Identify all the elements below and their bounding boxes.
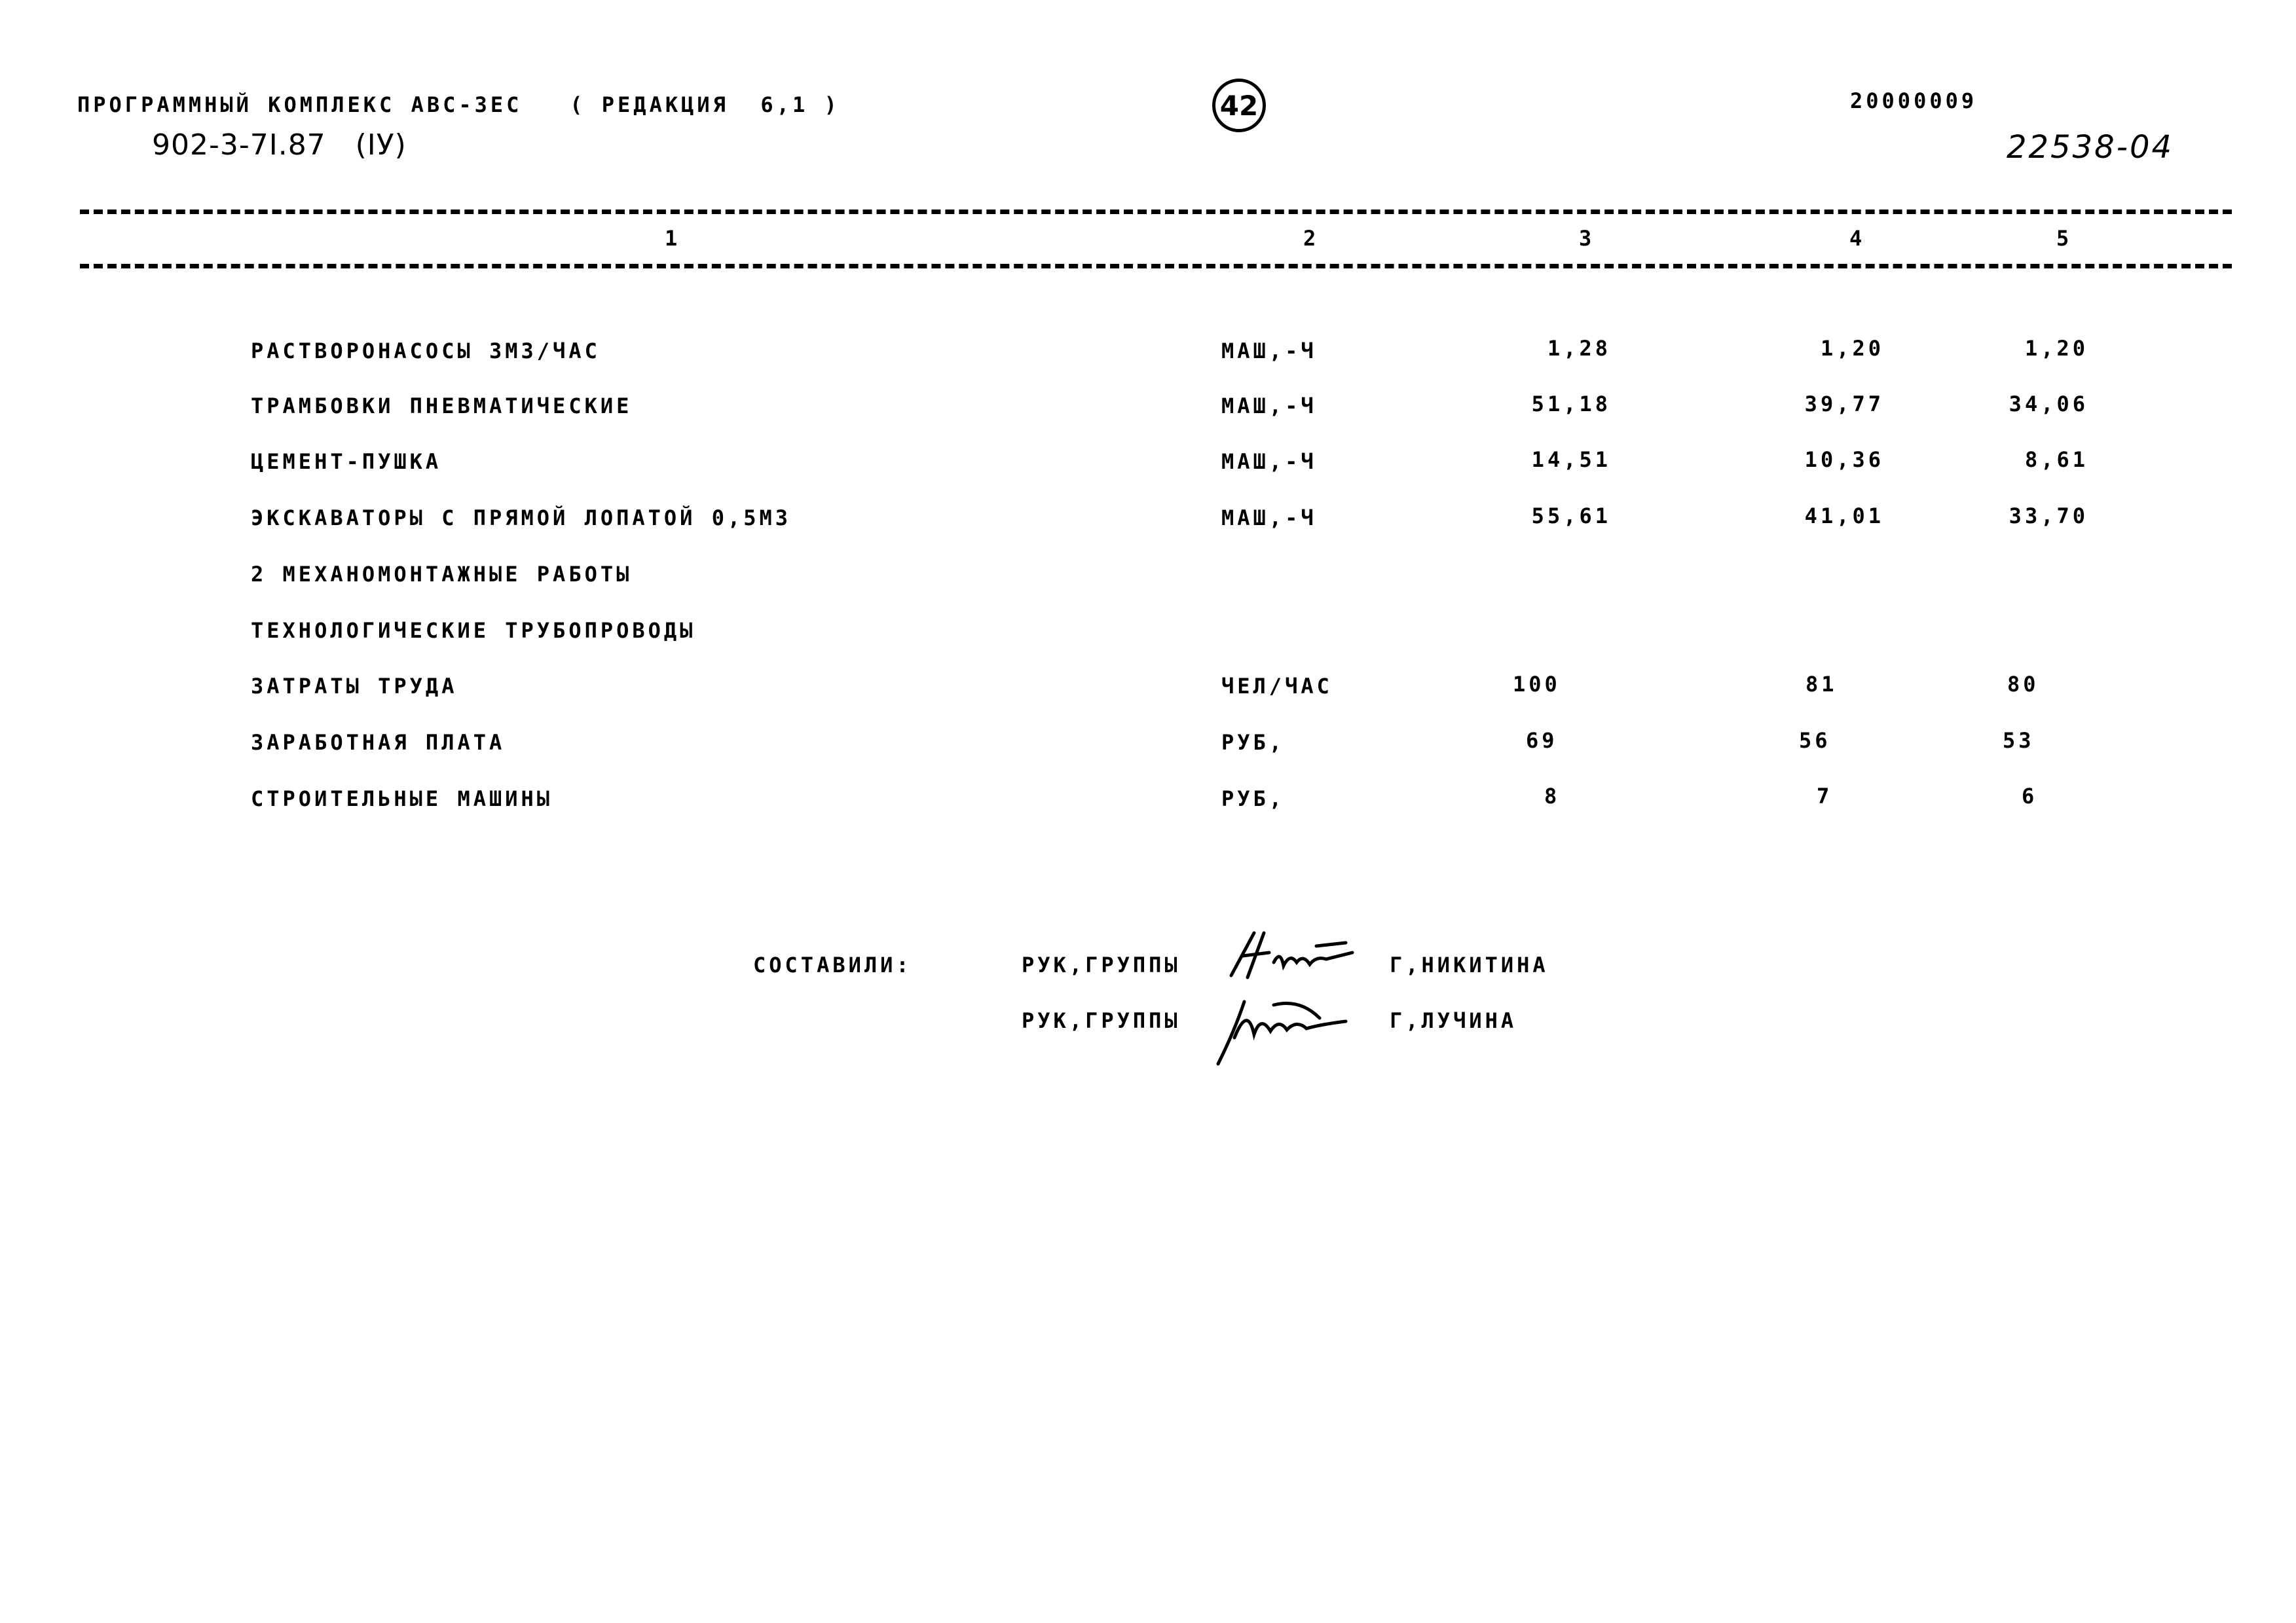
column-header-3: 3 (1579, 226, 1595, 251)
row-col4: 81 (1805, 672, 1838, 697)
program-line: ПРОГРАММНЫЙ КОМПЛЕКС АВС-ЗЕС ( РЕДАКЦИЯ 6,1 ) (77, 92, 840, 117)
row-name: 2 МЕХАНОМОНТАЖНЫЕ РАБОТЫ (251, 562, 633, 587)
row-col5: 8,61 (2024, 447, 2088, 472)
column-header-2: 2 (1303, 226, 1320, 251)
row-name: РАСТВОРОНАСОСЫ 3М3/ЧАС (251, 338, 601, 363)
row-col3: 14,51 (1531, 447, 1611, 472)
row-col4: 39,77 (1804, 392, 1884, 416)
row-col4: 10,36 (1804, 447, 1884, 472)
sheet-code: 22538-04 (2007, 129, 2174, 166)
header-rule-bottom (80, 264, 2232, 268)
row-name: ЗАРАБОТНАЯ ПЛАТА (251, 730, 506, 755)
project-code: 902-3-7I.87 (IУ) (152, 128, 407, 162)
signature-2 (1208, 979, 1359, 1070)
signer-role: РУК,ГРУППЫ (1022, 1008, 1181, 1033)
row-col3: 55,61 (1531, 503, 1611, 528)
compiled-by-label: СОСТАВИЛИ: (753, 953, 912, 977)
row-col3: 8 (1544, 784, 1561, 809)
signature-1 (1218, 926, 1362, 985)
page-number-stamp (1212, 79, 1266, 132)
row-col5: 33,70 (2009, 503, 2088, 528)
row-unit: МАШ,-Ч (1221, 338, 1317, 363)
row-col5: 1,20 (2024, 336, 2088, 361)
row-col5: 53 (2003, 728, 2035, 753)
row-col5: 80 (2007, 672, 2039, 697)
row-col4: 41,01 (1804, 503, 1884, 528)
row-col3: 100 (1513, 672, 1561, 697)
row-unit: ЧЕЛ/ЧАС (1221, 674, 1333, 699)
row-col3: 1,28 (1547, 336, 1611, 361)
column-header-4: 4 (1849, 226, 1866, 251)
row-col4: 7 (1817, 784, 1833, 809)
row-name: ЗАТРАТЫ ТРУДА (251, 674, 458, 699)
row-name: ТЕХНОЛОГИЧЕСКИЕ ТРУБОПРОВОДЫ (251, 618, 696, 643)
row-name: СТРОИТЕЛЬНЫЕ МАШИНЫ (251, 786, 553, 811)
row-col5: 6 (2022, 784, 2038, 809)
column-header-1: 1 (665, 226, 681, 251)
row-unit: МАШ,-Ч (1221, 393, 1317, 418)
row-col5: 34,06 (2009, 392, 2088, 416)
doc-code: 20000009 (1850, 88, 1978, 113)
row-unit: РУБ, (1221, 730, 1286, 755)
row-col3: 69 (1526, 728, 1558, 753)
row-col3: 51,18 (1531, 392, 1611, 416)
signer-name: Г,НИКИТИНА (1390, 953, 1549, 977)
row-unit: РУБ, (1221, 786, 1286, 811)
column-header-5: 5 (2056, 226, 2073, 251)
row-unit: МАШ,-Ч (1221, 505, 1317, 530)
signer-name: Г,ЛУЧИНА (1390, 1008, 1517, 1033)
page-number: 42 (1219, 89, 1259, 122)
row-unit: МАШ,-Ч (1221, 449, 1317, 474)
signer-role: РУК,ГРУППЫ (1022, 953, 1181, 977)
row-col4: 1,20 (1820, 336, 1884, 361)
row-col4: 56 (1799, 728, 1831, 753)
row-name: ТРАМБОВКИ ПНЕВМАТИЧЕСКИЕ (251, 393, 633, 418)
row-name: ЦЕМЕНТ-ПУШКА (251, 449, 442, 474)
header-rule-top (80, 210, 2232, 214)
row-name: ЭКСКАВАТОРЫ С ПРЯМОЙ ЛОПАТОЙ 0,5М3 (251, 505, 792, 530)
